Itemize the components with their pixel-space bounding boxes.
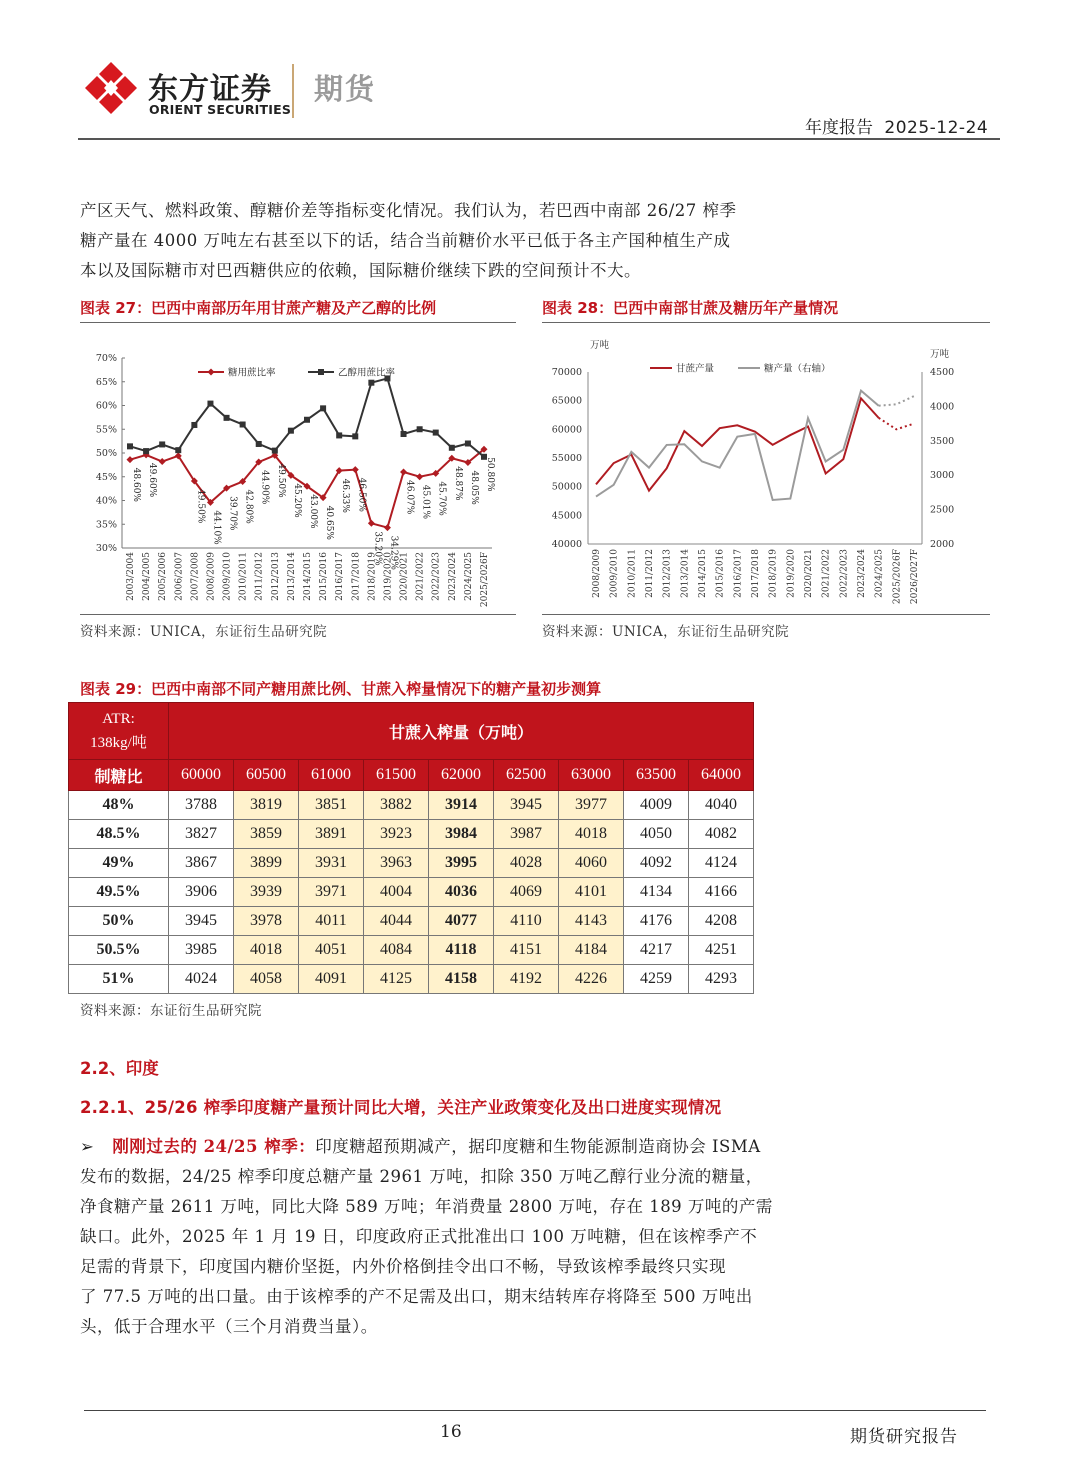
- ethanol-ratio-point: [368, 380, 374, 386]
- table-cell: 3931: [299, 849, 364, 878]
- corner-cell: [69, 703, 169, 760]
- left-tick-label: 60000: [551, 424, 582, 436]
- x-tick-label: 2017/2018: [751, 549, 761, 598]
- y-tick-label: 50%: [95, 448, 117, 459]
- fig27-bottom-rule: [80, 614, 516, 615]
- ethanol-ratio-point: [240, 422, 246, 428]
- intro-line: 糖产量在 4000 万吨左右甚至以下的话，结合当前糖价水平已低于各主产国种植生产成: [80, 231, 731, 250]
- x-tick-label: 2019/2020: [383, 552, 394, 601]
- right-tick-label: 2500: [930, 504, 955, 516]
- table-cell: 4082: [689, 820, 754, 849]
- sugar-ratio-point: [368, 520, 375, 527]
- table29-caption: 图表 29：巴西中南部不同产糖用蔗比例、甘蔗入榨量情况下的糖产量初步测算: [80, 680, 602, 698]
- column-header: 63000: [559, 760, 624, 791]
- x-tick-label: 2006/2007: [174, 552, 185, 601]
- header-rule: [78, 138, 1000, 140]
- table-cell: 3945: [169, 907, 234, 936]
- left-tick-label: 50000: [551, 481, 582, 493]
- table-cell: 4158: [429, 965, 494, 994]
- table-cell: 4069: [494, 878, 559, 907]
- data-label: 35.20%: [372, 531, 383, 566]
- x-tick-label: 2015/2016: [715, 549, 726, 598]
- y-tick-label: 65%: [95, 376, 117, 388]
- table-cell: 4091: [299, 965, 364, 994]
- table-cell: 4101: [559, 878, 624, 907]
- data-label: 40.65%: [324, 505, 335, 540]
- x-tick-label: 2025/2026F: [480, 552, 490, 608]
- y-tick-label: 30%: [95, 543, 117, 554]
- table-cell: 3923: [364, 820, 429, 849]
- column-header: 63500: [624, 760, 689, 791]
- table-cell: 3851: [299, 791, 364, 820]
- ethanol-ratio-point: [256, 441, 262, 447]
- x-tick-label: 2010/2011: [238, 552, 249, 601]
- y-tick-label: 35%: [95, 519, 117, 531]
- x-tick-label: 2020/2021: [804, 549, 814, 598]
- table-column-row: [69, 760, 754, 791]
- table29-source: 资料来源：东证衍生品研究院: [80, 1003, 262, 1019]
- bullet-line: 缺口。此外，2025 年 1 月 19 日，印度政府正式批准出口 100 万吨糖，但在该榨季产不: [80, 1227, 758, 1246]
- ethanol-ratio-point: [352, 433, 358, 439]
- table-cell: 3914: [429, 791, 494, 820]
- bullet-line: 了 77.5 万吨的出口量。由于该榨季的产不足需及出口，期末结转库存将降至 500 万吨出: [80, 1287, 753, 1306]
- table-row: [69, 820, 754, 849]
- x-tick-label: 2009/2010: [222, 552, 233, 601]
- table-cell: 4050: [624, 820, 689, 849]
- ethanol-ratio-point: [127, 443, 133, 449]
- column-header: 61000: [299, 760, 364, 791]
- ethanol-ratio-point: [417, 426, 423, 432]
- brand-logo: [84, 60, 139, 115]
- left-tick-label: 65000: [551, 395, 582, 407]
- sugar-ratio-point: [159, 458, 166, 465]
- x-tick-label: 2022/2023: [839, 549, 850, 598]
- ethanol-ratio-point: [175, 447, 181, 453]
- footer-rule: [84, 1410, 986, 1411]
- x-tick-label: 2010/2011: [627, 549, 638, 598]
- right-tick-label: 3500: [930, 435, 955, 447]
- table-cell: 4018: [234, 936, 299, 965]
- ethanol-ratio-point: [224, 415, 230, 421]
- corner-line: 138kg/吨: [90, 735, 147, 751]
- data-label: 46.07%: [404, 480, 415, 515]
- logo-en: ORIENT SECURITIES: [149, 102, 292, 117]
- ethanol-ratio-point: [465, 441, 471, 447]
- subsection-heading: 2.2.1、25/26 榨季印度糖产量预计同比大增，关注产业政策变化及出口进度实现情况: [80, 1098, 722, 1117]
- x-tick-label: 2012/2013: [270, 552, 281, 601]
- chart-cane-sugar-output: [542, 330, 990, 612]
- sugar-forecast-line: [879, 396, 914, 406]
- table-cell: 3977: [559, 791, 624, 820]
- row-label: 51%: [69, 965, 169, 994]
- report-type: 年度报告: [805, 118, 873, 138]
- table-cell: 4217: [624, 936, 689, 965]
- fig27-rule: [80, 322, 516, 323]
- x-tick-label: 2020/2021: [399, 552, 410, 601]
- left-unit: 万吨: [590, 340, 610, 351]
- footer-label: 期货研究报告: [850, 1427, 958, 1447]
- table-cell: 3995: [429, 849, 494, 878]
- y-tick-label: 40%: [95, 495, 117, 507]
- intro-paragraph: [80, 196, 820, 286]
- legend-marker-ethanol: [318, 369, 324, 375]
- section-heading: 2.2、印度: [80, 1059, 159, 1078]
- data-label: 45.70%: [436, 481, 447, 516]
- table-cell: 3978: [234, 907, 299, 936]
- x-tick-label: 2019/2020: [786, 549, 797, 598]
- x-tick-label: 2008/2009: [206, 552, 217, 601]
- table-cell: 3984: [429, 820, 494, 849]
- ethanol-ratio-point: [304, 417, 310, 423]
- ethanol-ratio-point: [143, 448, 149, 454]
- table-cell: 4060: [559, 849, 624, 878]
- row-label: 50%: [69, 907, 169, 936]
- ethanol-ratio-point: [159, 441, 165, 447]
- x-tick-label: 2023/2024: [447, 552, 458, 601]
- table-cell: 3899: [234, 849, 299, 878]
- ethanol-ratio-point: [288, 428, 294, 434]
- table-cell: 3906: [169, 878, 234, 907]
- row-label: 49.5%: [69, 878, 169, 907]
- sugar-output-line: [596, 391, 879, 500]
- row-label: 48%: [69, 791, 169, 820]
- left-tick-label: 70000: [551, 367, 582, 378]
- bullet-text: 印度糖超预期减产，据印度糖和生物能源制造商协会 ISMA: [315, 1137, 761, 1156]
- bullet-arrow-icon: ➢: [80, 1137, 95, 1156]
- table-row: [69, 878, 754, 907]
- table-cell: 3819: [234, 791, 299, 820]
- sensitivity-table: [68, 702, 754, 994]
- logo-divider: [292, 64, 294, 118]
- row-header-label: 制糖比: [69, 760, 169, 791]
- bullet-line: 头，低于合理水平（三个月消费当量）。: [80, 1317, 378, 1336]
- table-cell: 4208: [689, 907, 754, 936]
- x-tick-label: 2009/2010: [609, 549, 620, 598]
- data-label: 45.01%: [420, 484, 431, 520]
- table-cell: 4024: [169, 965, 234, 994]
- table-cell: 4011: [299, 907, 364, 936]
- x-tick-label: 2013/2014: [680, 549, 691, 598]
- table-header-row: [69, 703, 754, 760]
- table-cell: 3945: [494, 791, 559, 820]
- x-tick-label: 2025/2026F: [892, 549, 903, 605]
- x-tick-label: 2014/2015: [698, 549, 708, 598]
- ethanol-ratio-point: [449, 445, 455, 451]
- table-cell: 4009: [624, 791, 689, 820]
- ethanol-ratio-point: [433, 430, 439, 436]
- table-cell: 4143: [559, 907, 624, 936]
- data-label: 49.60%: [147, 462, 158, 498]
- x-tick-label: 2018/2019: [768, 549, 779, 598]
- table-cell: 4036: [429, 878, 494, 907]
- row-label: 50.5%: [69, 936, 169, 965]
- data-label: 44.10%: [211, 510, 222, 545]
- table-cell: 4084: [364, 936, 429, 965]
- table-cell: 4251: [689, 936, 754, 965]
- column-header: 62500: [494, 760, 559, 791]
- data-label: 49.50%: [275, 463, 286, 498]
- table-cell: 4110: [494, 907, 559, 936]
- fig28-source: 资料来源：UNICA，东证衍生品研究院: [542, 624, 790, 640]
- y-tick-label: 45%: [95, 471, 117, 483]
- india-paragraph: [80, 1132, 820, 1342]
- table-cell: 3939: [234, 878, 299, 907]
- x-tick-label: 2021/2022: [821, 549, 832, 598]
- table-cell: 4226: [559, 965, 624, 994]
- data-label: 48.05%: [468, 470, 479, 505]
- bullet-line: 足需的背景下，印度国内糖价坚挺，内外价格倒挂令出口不畅，导致该榨季最终只实现: [80, 1257, 726, 1276]
- x-tick-label: 2015/2016: [319, 552, 330, 601]
- x-tick-label: 2003/2004: [126, 552, 136, 601]
- ethanol-ratio-point: [336, 432, 342, 438]
- table-cell: 3891: [299, 820, 364, 849]
- chart-sugar-ethanol-ratio: [80, 330, 520, 612]
- table-cell: 4192: [494, 965, 559, 994]
- table-cell: 4051: [299, 936, 364, 965]
- left-tick-label: 40000: [551, 539, 582, 550]
- x-tick-label: 2026/2027F: [910, 549, 920, 605]
- x-tick-label: 2016/2017: [733, 549, 744, 598]
- ethanol-ratio-point: [207, 401, 213, 407]
- table-row: [69, 936, 754, 965]
- table-cell: 3985: [169, 936, 234, 965]
- division-label: 期货: [314, 72, 377, 106]
- data-label: 48.87%: [452, 466, 463, 501]
- column-header: 60500: [234, 760, 299, 791]
- y-tick-label: 55%: [95, 424, 117, 436]
- page-number: 16: [440, 1422, 462, 1442]
- table-cell: 4040: [689, 791, 754, 820]
- sugar-ratio-point: [384, 524, 391, 531]
- x-tick-label: 2004/2005: [142, 552, 153, 601]
- bullet-first-line: [80, 1132, 820, 1162]
- right-tick-label: 3000: [930, 470, 955, 482]
- intro-line: 产区天气、燃料政策、醇糖价差等指标变化情况。我们认为，若巴西中南部 26/27 榨季: [80, 201, 737, 220]
- table-row: [69, 907, 754, 936]
- x-tick-label: 2012/2013: [662, 549, 673, 598]
- x-tick-label: 2011/2012: [254, 552, 265, 601]
- header-span: 甘蔗入榨量（万吨）: [169, 703, 754, 760]
- x-tick-label: 2017/2018: [351, 552, 362, 601]
- table-cell: 4184: [559, 936, 624, 965]
- legend-label-sugar: 糖用蔗比率: [228, 367, 276, 379]
- intro-line: 本以及国际糖市对巴西糖供应的依赖，国际糖价继续下跌的空间预计不大。: [80, 261, 641, 280]
- x-tick-label: 2008/2009: [592, 549, 602, 598]
- table-cell: 4092: [624, 849, 689, 878]
- ethanol-ratio-point: [272, 448, 278, 454]
- ethanol-ratio-point: [401, 431, 407, 437]
- sugar-ratio-point: [352, 466, 359, 473]
- right-tick-label: 4000: [930, 401, 955, 413]
- table-cell: 4077: [429, 907, 494, 936]
- table-cell: 3882: [364, 791, 429, 820]
- x-tick-label: 2013/2014: [286, 552, 297, 601]
- report-date: 2025-12-24: [884, 118, 989, 138]
- table-cell: 4028: [494, 849, 559, 878]
- table-cell: 3963: [364, 849, 429, 878]
- x-tick-label: 2023/2024: [857, 549, 867, 598]
- table-cell: 4134: [624, 878, 689, 907]
- fig28-rule: [542, 322, 990, 323]
- data-label: 44.90%: [259, 470, 270, 505]
- corner-line: ATR:: [102, 711, 135, 727]
- table-cell: 4124: [689, 849, 754, 878]
- y-tick-label: 70%: [95, 353, 117, 364]
- cane-forecast-line: [879, 418, 914, 429]
- y-tick-label: 60%: [95, 400, 117, 412]
- legend-label-cane: 甘蔗产量: [676, 363, 715, 375]
- ethanol-ratio-point: [320, 405, 326, 411]
- column-header: 62000: [429, 760, 494, 791]
- report-meta: [805, 113, 988, 138]
- row-label: 49%: [69, 849, 169, 878]
- fig27-source: 资料来源：UNICA，东证衍生品研究院: [80, 624, 328, 640]
- table-cell: 4151: [494, 936, 559, 965]
- right-unit: 万吨: [930, 349, 950, 360]
- cane-output-line: [596, 398, 879, 490]
- table-cell: 4044: [364, 907, 429, 936]
- ethanol-ratio-point: [191, 422, 197, 428]
- fig28-bottom-rule: [542, 614, 990, 615]
- sugar-ratio-point: [416, 473, 423, 480]
- legend-label-ethanol: 乙醇用蔗比率: [338, 367, 396, 379]
- table-cell: 3971: [299, 878, 364, 907]
- x-tick-label: 2007/2008: [190, 552, 201, 601]
- table-row: [69, 791, 754, 820]
- legend-label-sugar: 糖产量（右轴）: [764, 363, 831, 375]
- data-label: 45.20%: [291, 483, 302, 518]
- left-tick-label: 55000: [551, 453, 582, 464]
- left-tick-label: 45000: [551, 510, 582, 522]
- table-cell: 3859: [234, 820, 299, 849]
- table-cell: 4125: [364, 965, 429, 994]
- x-tick-label: 2022/2023: [431, 552, 442, 601]
- fig28-caption: 图表 28：巴西中南部甘蔗及糖历年产量情况: [542, 299, 839, 317]
- table-cell: 4004: [364, 878, 429, 907]
- data-label: 43.00%: [308, 494, 318, 529]
- table-cell: 4259: [624, 965, 689, 994]
- bullet-line: 发布的数据，24/25 榨季印度总糖产量 2961 万吨，扣除 350 万吨乙醇行业分流的糖量，: [80, 1167, 763, 1186]
- table-cell: 4293: [689, 965, 754, 994]
- data-label: 48.60%: [131, 467, 141, 502]
- data-label: 34.29%: [388, 535, 399, 570]
- x-tick-label: 2016/2017: [335, 552, 346, 601]
- bullet-line: 净食糖产量 2611 万吨，同比大降 589 万吨；年消费量 2800 万吨，存在 189 万吨的产需: [80, 1197, 773, 1216]
- data-label: 42.80%: [243, 489, 254, 524]
- column-header: 64000: [689, 760, 754, 791]
- bullet-lead: 刚刚过去的 24/25 榨季：: [112, 1137, 316, 1156]
- right-tick-label: 4500: [930, 367, 955, 378]
- x-tick-label: 2011/2012: [645, 549, 655, 598]
- data-label: 46.50%: [356, 477, 367, 512]
- table-cell: 3867: [169, 849, 234, 878]
- data-label: 49.50%: [195, 489, 206, 524]
- x-tick-label: 2005/2006: [158, 552, 169, 601]
- table-cell: 4176: [624, 907, 689, 936]
- x-tick-label: 2018/2019: [367, 552, 378, 601]
- column-header: 61500: [364, 760, 429, 791]
- logo-cn: 东方证券: [148, 72, 272, 107]
- x-tick-label: 2024/2025: [463, 552, 474, 601]
- sugar-ratio-point: [127, 456, 134, 463]
- table-row: [69, 849, 754, 878]
- table-cell: 4058: [234, 965, 299, 994]
- orient-logo-icon: [84, 60, 139, 115]
- fig27-caption: 图表 27：巴西中南部历年用甘蔗产糖及产乙醇的比例: [80, 299, 437, 317]
- sugar-ratio-point: [400, 469, 407, 476]
- row-label: 48.5%: [69, 820, 169, 849]
- legend-marker-sugar: [208, 369, 215, 376]
- table-cell: 3987: [494, 820, 559, 849]
- table-row: [69, 965, 754, 994]
- data-label: 50.80%: [485, 457, 495, 492]
- table-cell: 3788: [169, 791, 234, 820]
- data-label: 39.70%: [227, 496, 238, 531]
- column-header: 60000: [169, 760, 234, 791]
- table-cell: 4166: [689, 878, 754, 907]
- table-cell: 4018: [559, 820, 624, 849]
- table-cell: 4118: [429, 936, 494, 965]
- right-tick-label: 2000: [930, 539, 955, 550]
- x-tick-label: 2024/2025: [874, 549, 885, 598]
- table-cell: 3827: [169, 820, 234, 849]
- x-tick-label: 2014/2015: [303, 552, 313, 601]
- data-label: 46.33%: [340, 478, 351, 513]
- x-tick-label: 2021/2022: [415, 552, 426, 601]
